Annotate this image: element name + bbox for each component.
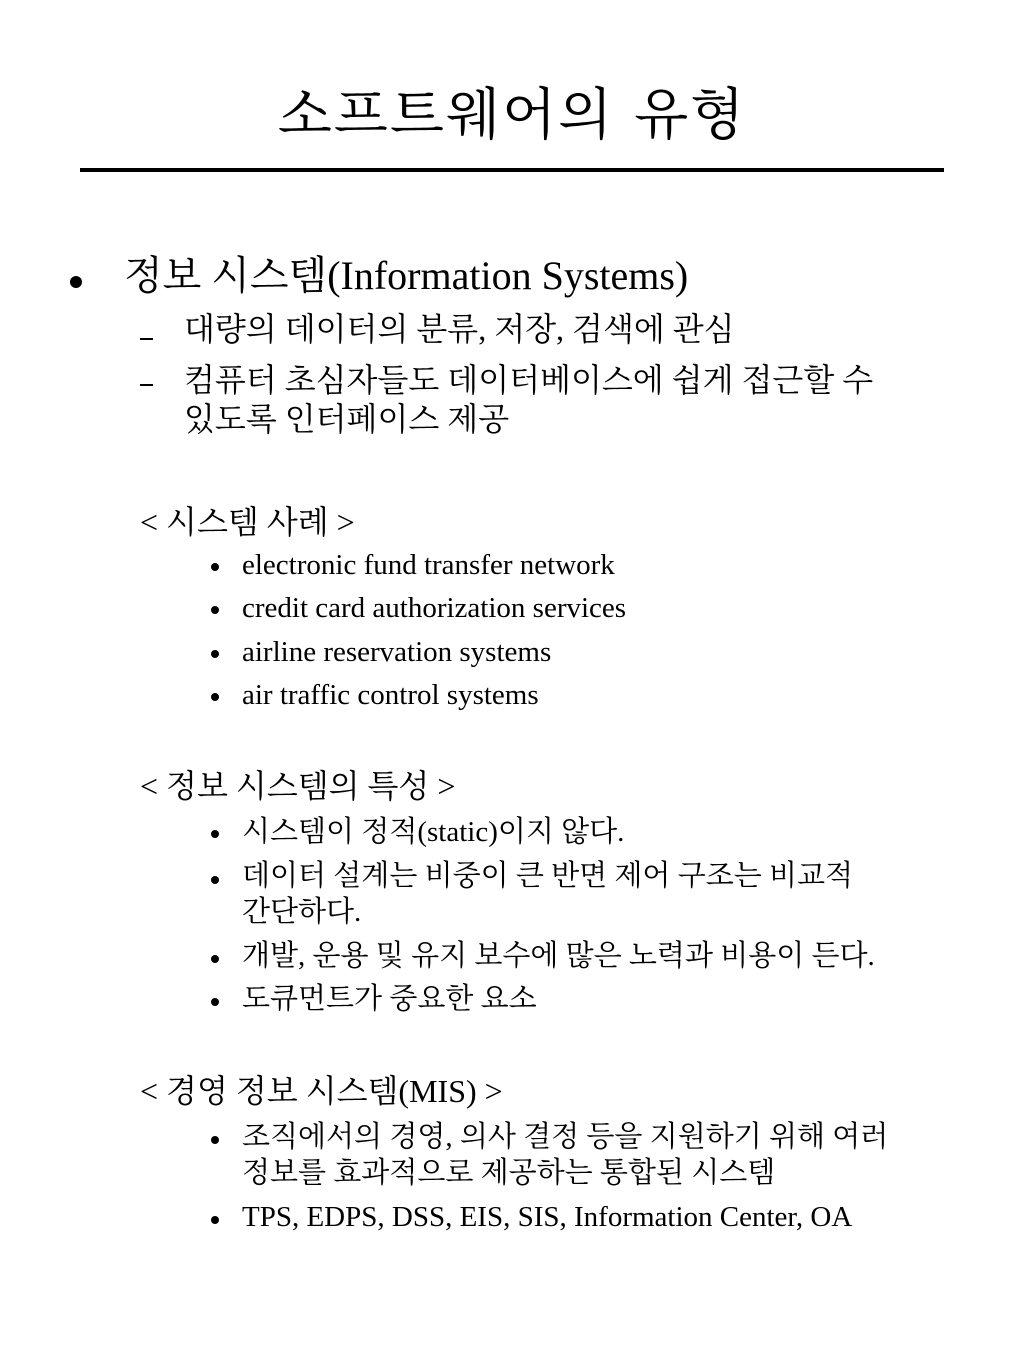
section-heading: < 경영 정보 시스템(MIS) > — [140, 1073, 503, 1109]
list-bullet — [211, 1216, 219, 1224]
section-heading: < 정보 시스템의 특성 > — [140, 768, 456, 804]
list-bullet — [211, 563, 219, 571]
list-bullet — [211, 830, 219, 838]
list-item: 간단하다. — [242, 896, 362, 928]
list-item: 정보를 효과적으로 제공하는 통합된 시스템 — [242, 1157, 776, 1189]
list-item: 조직에서의 경영, 의사 결정 등을 지원하기 위해 여러 — [242, 1121, 889, 1153]
list-bullet — [211, 606, 219, 614]
list-item: TPS, EDPS, DSS, EIS, SIS, Information Center, OA — [242, 1201, 853, 1233]
subpoint-text: 컴퓨터 초심자들도 데이터베이스에 쉽게 접근할 수 — [184, 362, 874, 398]
subpoint-dash — [140, 338, 153, 340]
list-item: credit card authorization services — [242, 592, 627, 624]
list-bullet — [211, 876, 219, 884]
main-bullet — [70, 276, 82, 288]
list-item: electronic fund transfer network — [242, 549, 615, 581]
list-bullet — [211, 955, 219, 963]
list-item: airline reservation systems — [242, 636, 552, 668]
slide-title: 소프트웨어의 유형 — [277, 83, 747, 148]
list-bullet — [211, 998, 219, 1006]
main-point-text: 정보 시스템(Information Systems) — [124, 253, 689, 298]
subpoint-dash — [140, 384, 153, 386]
list-bullet — [211, 693, 219, 701]
subpoint-text: 대량의 데이터의 분류, 저장, 검색에 관심 — [184, 311, 735, 347]
list-item: 데이터 설계는 비중이 큰 반면 제어 구조는 비교적 — [242, 860, 854, 892]
list-item: 도큐먼트가 중요한 요소 — [242, 983, 537, 1015]
subpoint-text: 있도록 인터페이스 제공 — [184, 401, 510, 437]
list-item: air traffic control systems — [242, 679, 539, 711]
list-bullet — [211, 650, 219, 658]
title-divider — [80, 168, 944, 172]
list-bullet — [211, 1136, 219, 1144]
list-item: 개발, 운용 및 유지 보수에 많은 노력과 비용이 든다. — [242, 940, 875, 972]
list-item: 시스템이 정적(static)이지 않다. — [242, 816, 625, 848]
section-heading: < 시스템 사례 > — [140, 504, 355, 540]
